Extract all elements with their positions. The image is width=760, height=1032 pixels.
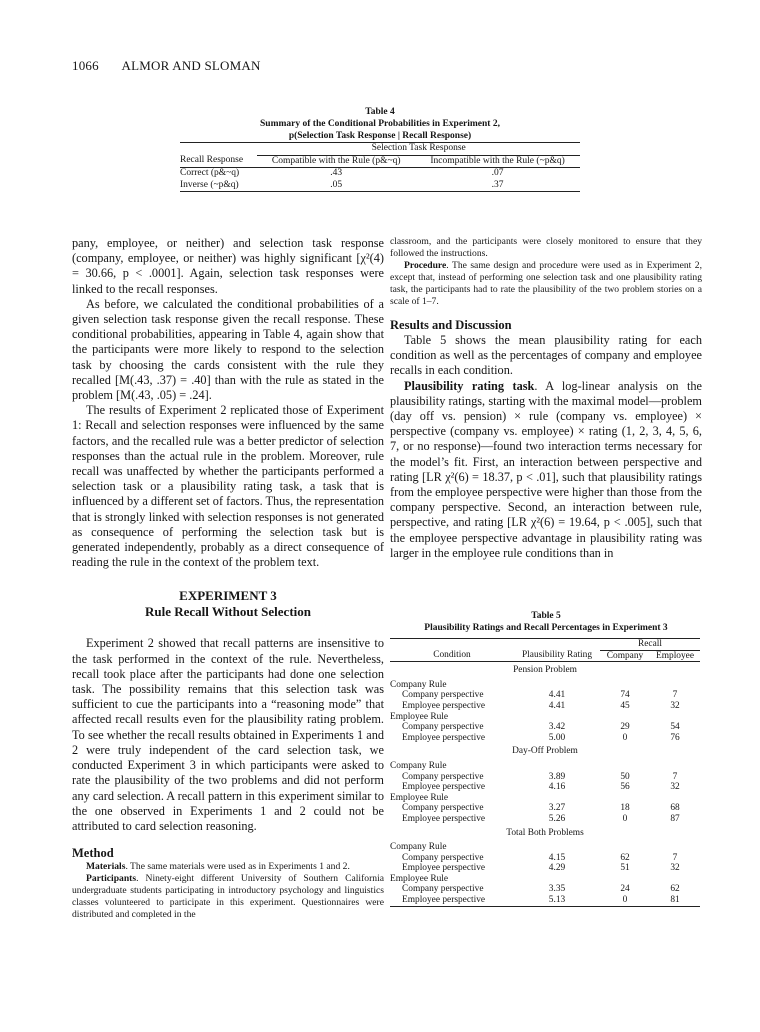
table5-cell: 54	[670, 722, 680, 733]
table5-cell: 24	[620, 884, 630, 895]
table5-cell: 4.16	[548, 782, 566, 793]
right-paragraph-2: Table 5 shows the mean plausibility rating for each condition as well as the percentages of company and employee recalls in each condition.	[390, 333, 702, 378]
table4-title-line2: p(Selection Task Response | Recall Response)	[288, 131, 472, 141]
table5-row	[390, 722, 700, 733]
table5-row	[390, 884, 700, 895]
table5-row	[390, 853, 700, 864]
running-head	[72, 58, 261, 74]
table5-row-label: Company perspective	[402, 722, 484, 733]
right-column	[390, 236, 702, 561]
table5-col-company: Company	[606, 650, 644, 661]
table5-section-title: Total Both Problems	[506, 827, 584, 838]
table5-cell: 5.13	[548, 895, 566, 906]
table5-cell: 74	[620, 690, 630, 701]
table5-cell: 0	[622, 813, 628, 824]
table5-cell: 7	[672, 852, 678, 863]
table5-row-label: Company perspective	[402, 803, 484, 814]
table4-cell: .43	[330, 168, 343, 178]
table5-row-label: Company perspective	[402, 884, 484, 895]
left-paragraph-2: As before, we calculated the conditional probabilities of a given selection task response given the recall response. These conditional probabilities, appearing in Table 4, again show that the participants were more likely to respond to the selection task by choosing the cards consistent with the rule they recalled [M(.43, .37) = .40] than with the rule as stated in the problem [M(.43, .05) = .24].	[72, 296, 384, 403]
table5-section-title: Day-Off Problem	[512, 746, 578, 757]
procedure-label: Procedure	[404, 260, 447, 271]
table5-row	[390, 772, 700, 783]
table5	[390, 638, 700, 907]
materials-label: Materials	[86, 861, 126, 873]
table5-row	[390, 690, 700, 701]
table5-row-label: Company perspective	[402, 771, 484, 782]
procedure-text: . The same design and procedure were used as in Experiment 2, except that, instead of performing one selection task and one plausibility rating task, the participants had to rate the plausibility of the two problem stories on a scale of 1–7.	[390, 260, 702, 307]
method-heading: Method	[72, 846, 114, 861]
table5-row-label: Employee perspective	[402, 895, 486, 906]
running-head-authors: ALMOR AND SLOMAN	[121, 58, 261, 73]
page-number: 1066	[72, 58, 99, 73]
table5-caption	[390, 610, 702, 634]
table5-row	[390, 814, 700, 825]
left-column	[72, 236, 384, 921]
table4-cell: .05	[330, 179, 343, 190]
table5-row	[390, 733, 700, 744]
table5-cell: 32	[670, 782, 680, 793]
table5-row-label: Employee perspective	[402, 782, 486, 793]
materials-text: . The same materials were used as in Experiments 1 and 2.	[125, 861, 350, 873]
table4-label: Table 4	[365, 107, 395, 117]
plausibility-label: Plausibility rating task	[404, 378, 535, 393]
table5-cell: 81	[670, 895, 680, 906]
participants-paragraph	[72, 873, 384, 921]
table5-label: Table 5	[531, 611, 561, 621]
left-paragraph-3: The results of Experiment 2 replicated those of Experiment 1: Recall and selection responses were influenced by the same factors, and the recalled rule was a better predictor of selection responses than the actual rule in the problem. Moreover, rule recall was unaffected by whether the participants performed a selection task or a plausibility rating task, a task that is influenced by a different set of factors. Thus, the representation that is strongly linked with selection responses is not generated as consequence of performing the selection task but is generated independently, probably as a direct consequence of reading the rule in the context of the problem text.	[72, 403, 384, 570]
results-heading: Results and Discussion	[390, 318, 512, 332]
table5-cell: 50	[620, 771, 630, 782]
table5-cell: 32	[670, 863, 680, 874]
table5-cell: 7	[672, 690, 678, 701]
table5-cell: 32	[670, 700, 680, 711]
table5-cell: 3.89	[548, 771, 566, 782]
plausibility-text: . A log-linear analysis on the plausibility ratings, starting with the maximal model—problem (day off vs. pension) × rule (company vs. employee) × perspective (company vs. employee) × rating (1, 2, 3, 4, 5, 6, 7, or no response)—found two interaction terms necessary for the model’s fit. First, an interaction between perspective and rating [LR χ²(6) = 18.37, p < .01], such that plausibility ratings from the employee perspective were higher than those from the company perspective. Second, an interaction between rule, perspective, and rating [LR χ²(6) = 19.64, p < .005], such that the employee perspective advantage in plausibility rating was larger in the employee rule conditions than in	[390, 378, 702, 560]
table4-row-label: Correct (p&~q)	[180, 168, 240, 178]
table5-rule-label: Company Rule	[390, 842, 447, 853]
table5-cell: 56	[620, 782, 630, 793]
table5-cell: 3.35	[548, 884, 566, 895]
table5-col-rating: Plausibility Rating	[521, 650, 593, 661]
right-paragraph-1: classroom, and the participants were closely monitored to ensure that they followed the instructions.	[390, 236, 702, 259]
table4-col-compatible: Compatible with the Rule (p&~q)	[271, 155, 401, 166]
table5-cell: 68	[670, 803, 680, 814]
left-paragraph-1: pany, employee, or neither) and selection task response (company, employee, or neither) was highly significant [χ²(4) = 30.66, p < .0001]. Again, selection task responses were linked to the recall responses.	[72, 236, 384, 296]
table5-rule-label: Employee Rule	[390, 711, 449, 722]
table5-row	[390, 895, 700, 906]
table5-rule-label: Company Rule	[390, 760, 447, 771]
table5-row-label: Company perspective	[402, 852, 484, 863]
table5-cell: 45	[620, 700, 630, 711]
experiment-3-heading: EXPERIMENT 3	[179, 588, 277, 604]
table5-cell: 76	[670, 732, 680, 743]
table5-row	[390, 803, 700, 814]
table5-row-label: Employee perspective	[402, 813, 486, 824]
table5-rule-label: Employee Rule	[390, 873, 449, 884]
table5-cell: 4.41	[548, 690, 566, 701]
table5-cell: 3.27	[548, 803, 566, 814]
participants-text: . Ninety-eight different University of Southern California undergraduate students participating in introductory psychology and linguistics classes volunteered to participate in this experiment. Questionnaires were distributed and completed in the	[72, 873, 384, 921]
plausibility-paragraph	[390, 379, 702, 561]
table4-row	[180, 180, 580, 192]
table5-title: Plausibility Ratings and Recall Percentages in Experiment 3	[424, 623, 668, 633]
table5-col-employee: Employee	[655, 650, 694, 661]
table5-cell: 4.29	[548, 863, 566, 874]
table5-cell: 0	[622, 732, 628, 743]
table4-row-label: Inverse (~p&q)	[180, 179, 239, 190]
table5-rule-label: Company Rule	[390, 679, 447, 690]
table5-cell: 5.26	[548, 813, 566, 824]
procedure-paragraph	[390, 260, 702, 308]
table5-cell: 51	[620, 863, 630, 874]
table5-rule-label: Employee Rule	[390, 792, 449, 803]
table5-row-label: Employee perspective	[402, 863, 486, 874]
table5-row-label: Company perspective	[402, 690, 484, 701]
table4-caption	[220, 106, 540, 142]
table5-cell: 62	[670, 884, 680, 895]
table5-cell: 4.41	[548, 700, 566, 711]
table5-cell: 87	[670, 813, 680, 824]
experiment-3-subheading: Rule Recall Without Selection	[145, 604, 311, 620]
table4-spanner: Selection Task Response	[257, 143, 580, 156]
table4-cell: .07	[491, 168, 504, 178]
table5-row	[390, 863, 700, 874]
table5-row	[390, 701, 700, 712]
table4-col-incompatible: Incompatible with the Rule (~p&q)	[430, 155, 565, 166]
table4-row	[180, 168, 580, 180]
table5-row	[390, 782, 700, 793]
table5-row-label: Employee perspective	[402, 700, 486, 711]
table5-cell: 4.15	[548, 852, 566, 863]
table5-cell: 5.00	[548, 732, 566, 743]
table5-cell: 18	[620, 803, 630, 814]
table4-col-recall: Recall Response	[180, 155, 244, 166]
table5-col-condition: Condition	[433, 650, 471, 661]
table5-cell: 0	[622, 895, 628, 906]
materials-paragraph	[72, 861, 384, 873]
table5-cell: 62	[620, 852, 630, 863]
table5-cell: 7	[672, 771, 678, 782]
table4-cell: .37	[491, 179, 504, 190]
table5-cell: 29	[620, 722, 630, 733]
left-paragraph-4: Experiment 2 showed that recall patterns are insensitive to the task performed in the context of the rule. Nevertheless, recall took place after the participants had done one selection task. The possibility remains that this selection task was sufficient to cue the participants into a “reasoning mode” that affected recall results even for the plausibility rating problem. To see whether the recall results obtained in Experiments 1 and 2 were truly independent of the card selection task, we conducted Experiment 3 in which participants were asked to rate the plausibility of the two problems and did not perform any card selection. A recall pattern in this experiment similar to the one observed in Experiments 1 and 2 could not be attributed to card selection reasoning.	[72, 636, 384, 833]
table5-spanner: Recall	[600, 639, 700, 651]
table5-section-title: Pension Problem	[513, 665, 577, 676]
table5-row-label: Employee perspective	[402, 732, 486, 743]
table5-cell: 3.42	[548, 722, 566, 733]
table4-title-line1: Summary of the Conditional Probabilities in Experiment 2,	[260, 119, 500, 129]
participants-label: Participants	[86, 873, 137, 885]
table4	[180, 142, 580, 192]
